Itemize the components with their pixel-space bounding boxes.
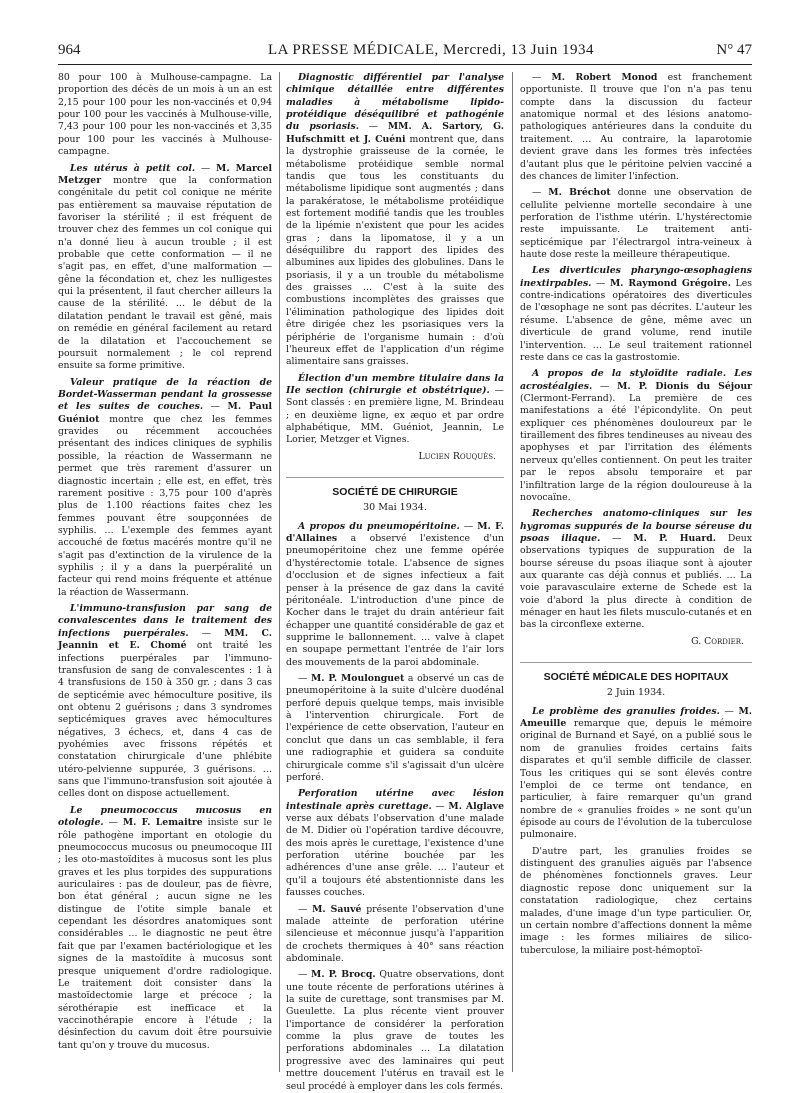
article-text: montre que la conformation congénitale du petit col conique ne mérite pas entièrement sa mauvaise réputation de favoriser la stérilité ; il est fréquent de trouver chez des femmes un col conique qui n'a donné lieu à aucun trouble ; il est probable que cette conformation — il ne s'agit pas, en effet, d'une malformation — gêne la fécondation et, chez les nulligestes qui la présentent, il faut chercher ailleurs la cause de la stérilité. … le début de la dilatation pendant le travail est gêné, mais on remédie en général facilement au retard de la dilatation et l'accouchement se poursuit normalement ; le col reprend ensuite sa forme primitive. [58, 174, 272, 372]
signature: G. Cordier. [691, 635, 744, 647]
page-number: 964 [58, 42, 81, 58]
article-author: M. F. Lemaitre [122, 817, 203, 829]
article-author: M. P. Dionis du Séjour [617, 380, 752, 392]
article-text: Sont classés : en première ligne, M. Brindeau ; en deuxième ligne, ex æquo et par ordre alphabétique, MM. Guéniot, Jeannin, Le Lorier, Metzger et Vignes. [286, 397, 504, 446]
article-text: (Clermont-Ferrand). La première de ces manifestations a été l'épicondylite. On peut expliquer ces phénomènes douloureux par le tiraillement des fibres tendineuses au niveau des apophyses et par l'irritation des éléments nerveux qu'elles contiennent. On peut les traiter par le repos absolu temporaire et par l'infiltration large de la région douloureuse à la novocaïne. [520, 392, 752, 503]
article-title: Les diverticules pharyngo-œsophagiens inextirpables. [520, 265, 752, 289]
journal-title: LA PRESSE MÉDICALE, Mercredi, 13 Juin 1934 [268, 42, 594, 58]
section-date: 30 Mai 1934. [363, 502, 427, 514]
article: Les diverticules pharyngo-œsophagiens inextirpables. — M. Raymond Grégoire. Les contre-indications opératoires des diverticules de l'œsophage ne sont pas décrites. L'auteur les résume. L'absence de gêne, même avec un diverticule de grand volume, rend inutile l'intervention. … Le seul traitement rationnel reste dans ce cas la gastrostomie. [520, 265, 752, 363]
article-text: montrent que, dans la dystrophie graisseuse de la cornée, le métabolisme protéidique semble normal tandis que tous les constituants du métabolisme lipidique sont augmentés ; dans la parakératose, le métabolisme protéidique est fortement modifié tandis que les troubles de la lipémie n'existent que pour les acides gras ; dans la lipomatose, il y a un déséquilibre du rapport des lipides des albumines aux lipides des globulines. Dans le psoriasis, il y a un trouble du métabolisme des graisses … C'est à la suite des combustions incomplètes des graisses que l'élimination pathologique des lipides doit être dirigée chez les psoriasiques vers la périphérie de l'organisme humain : d'où l'heureux effet de l'application d'un régime alimentaire sans graisses. [286, 133, 504, 368]
article-text: montre que chez les femmes gravides ou récemment accouchées présentant des indices cliniques de syphilis possible, la réaction de Wassermann ne permet que très rarement d'assurer un diagnostic incertain ; elle est, en effet, très rarement positive : 3,75 pour 100 d'après plus de 1.100 réactions faites chez les femmes pouvant être soupçonnées de syphilis. … L'exemple des femmes ayant accouché de fœtus macérés montre qu'il ne s'agit pas d'extinction de la virulence de la syphilis ; il y a dans la puerpéralité un facteur qui rend moins fréquente et atténue la réaction de Wassermann. [58, 413, 272, 598]
section-heading: SOCIÉTÉ MÉDICALE DES HOPITAUX [520, 662, 752, 685]
article: Recherches anatomo-cliniques sur les hygromas suppurés de la bourse séreuse du psoas iliaque. — M. P. Huard. Deux observations typiques de suppuration de la bourse séreuse du psoas iliaque sont à ajouter aux quarante cas déjà connus et publiés. … La voie paravasculaire externe de Schede est la voie d'abord la plus directe à condition de ménager en haut les filets musculo-cutanés et en bas la circonflexe externe. [520, 508, 752, 631]
column-3 [520, 72, 752, 1072]
article-title: Les utérus à petit col. [70, 162, 196, 174]
article-title: A propos de la styloïdite radiale. Les acrostéalgies. [520, 368, 752, 392]
section-heading: SOCIÉTÉ DE CHIRURGIE [286, 477, 504, 500]
article-author: M. F. d'Allaines [286, 520, 504, 545]
article: — M. Sauvé présente l'observation d'une malade atteinte de perforation utérine silencieuse et méconnue jusqu'à l'apparition de crochets thermiques à 40° sans réaction abdominale. [286, 903, 504, 964]
article: — M. P. Brocq. Quatre observations, dont une toute récente de perforations utérines à la suite de curettage, sont transmises par M. Gueulette. La plus récente vient prouver l'importance de considérer la perforation comme la plus grave de toutes les perforations abdominales … La dilatation progressive avec des laminaires qui peut mettre doucement l'utérus en travail est le seul procédé à employer dans les cols fermés. [286, 969, 504, 1092]
article-title: A propos du pneumopéritoine. [298, 520, 460, 532]
article-text: a observé l'existence d'un pneumopéritoine chez une femme opérée d'hystérectomie totale. L'absence de signes d'occlusion et de signes infectieux a fait penser à la présence de gaz dans la cavité péritonéale. L'introduction d'une pince de Kocher dans le trajet du drain antérieur fait échapper une quantité considérable de gaz et supprime le ballonnement. … valve à clapet en soupape permettant l'entrée de l'air lors des mouvements de la paroi abdominale. [286, 533, 504, 668]
article: — M. Bréchot donne une observation de cellulite pelvienne mortelle secondaire à une perforation de l'isthme utérin. L'hystérectomie reste impuissante. Le traitement anti-septicémique par l'électrargol intra-veineux à haute dose reste la meilleure thérapeutique. [520, 187, 752, 261]
article: A propos de la styloïdite radiale. Les acrostéalgies. — M. P. Dionis du Séjour (Clermont-Ferrand). La première de ces manifestations a été l'épicondylite. On peut expliquer ces phénomènes douloureux par le tiraillement des fibres tendineuses au niveau des apophyses et par l'irritation des éléments nerveux qu'elles contiennent. On peut les traiter par le repos absolu temporaire et par l'infiltration large de la région douloureuse à la novocaïne. [520, 368, 752, 503]
article-text: ont traité les infections puerpérales par l'immuno-transfusion de sang de convalescentes : 1 à 4 transfusions de 150 à 350 gr. ; dans 3 cas de septicémie avec hémoculture positive, ils ont obtenu 2 guérisons ; dans 3 syndromes septicémiques graves avec hémocultures négatives, 3 échecs, et, dans 4 cas de pyohémies avec frissons répétés et constatation chirurgicale d'une phlébite utéro-pelvienne suppurée, 3 guérisons. … sans que l'immuno-transfusion soit ajoutée à celles dont on dispose actuellement. [58, 640, 272, 800]
article: Élection d'un membre titulaire dans la IIe section (chirurgie et obstétrique). — Sont classés : en première ligne, M. Brindeau ; en deuxième ligne, ex æquo et par ordre alphabétique, MM. Guéniot, Jeannin, Le Lorier, Metzger et Vignes. [286, 372, 504, 446]
article: Les utérus à petit col. — M. Marcel Metzger montre que la conformation congénitale du petit col conique ne mérite pas entièrement sa mauvaise réputation de favoriser la stérilité ; il est fréquent de trouver chez des femmes un col conique qui n'a donné lieu à aucun trouble ; il est probable que cette conformation — il ne s'agit pas, en effet, d'une malformation — gêne la fécondation et, chez les nulligestes qui la présentent, il faut chercher ailleurs la cause de la stérilité. … le début de la dilatation pendant le travail est gêné, mais on remédie en général facilement au retard de la dilatation et l'accouchement se poursuit normalement ; le col reprend ensuite sa forme primitive. [58, 162, 272, 372]
article-author: M. Paul Guéniot [58, 401, 272, 425]
issue-number: N° 47 [716, 42, 752, 58]
article-author: M. Bréchot [548, 187, 611, 199]
article: Diagnostic différentiel par l'analyse chimique détaillée entre différentes maladies à métabolisme lipido-protéidique déséquilibré et pathogénie du psoriasis. — MM. A. Sartory, G. Hufschmitt et J. Cuéni montrent que, dans la dystrophie graisseuse de la cornée, le métabolisme protéidique semble normal tandis que tous les constituants du métabolisme lipidique sont augmentés ; dans la parakératose, le métabolisme protéidique est fortement modifié tandis que les troubles de la lipémie n'existent que pour les acides gras ; dans la lipomatose, il y a un déséquilibre du rapport des lipides des albumines aux lipides des globulines. Dans le psoriasis, il y a un trouble du métabolisme des graisses … C'est à la suite des combustions incomplètes des graisses que l'élimination pathologique des lipides doit être dirigée chez les psoriasiques vers la périphérie de l'organisme humain : d'où l'heureux effet de l'application d'un régime alimentaire sans graisses. [286, 72, 504, 368]
article: Le problème des granulies froides. — M. Ameuille remarque que, depuis le mémoire original de Burnand et Sayé, on a publié sous le nom de granulies froides certains faits disparates et qu'il semble difficile de classer. Tous les critiques qui se sont élevés contre l'emploi de ce terme ont tendance, en particulier, à faire remarquer qu'un grand nombre de « granulies froides » ne sont qu'un épisode au cours de l'évolution de la tuberculose pulmonaire. [520, 705, 752, 841]
article-author: M. Sauvé [312, 903, 362, 915]
article-author: M. Alglave [448, 800, 504, 812]
article-author: MM. C. Jeannin et E. Chomé [58, 627, 272, 652]
article-title: L'immuno-transfusion par sang de convalescentes dans le traitement des infections puerpérales. [58, 603, 272, 639]
article-text: Quatre observations, dont une toute récente de perforations utérines à la suite de curettage, sont transmises par M. Gueulette. La plus récente vient prouver l'importance de considérer la perforation comme la plus grave de toutes les perforations abdominales … La dilatation progressive avec des laminaires qui peut mettre doucement l'utérus en travail est le seul procédé à employer dans les cols fermés. [286, 969, 504, 1092]
article-text: donne une observation de cellulite pelvienne mortelle secondaire à une perforation de l'isthme utérin. L'hystérectomie reste impuissante. Le traitement anti-septicémique par l'électrargol intra-veineux à haute dose reste la meilleure thérapeutique. [520, 187, 752, 261]
column-divider [512, 72, 513, 1072]
article: — M. P. Moulonguet a observé un cas de pneumopéritoine à la suite d'ulcère duodénal perforé depuis quelque temps, mais invisible à l'intervention chirurgicale. Fort de l'expérience de cette observation, l'auteur en conclut que dans un cas semblable, il fera une radiographie et guidera sa conduite chirurgicale comme s'il s'agissait d'un ulcère perforé. [286, 673, 504, 783]
article-text: Les contre-indications opératoires des diverticules de l'œsophage ne sont pas décrites. L'auteur les résume. L'absence de gêne, même avec un diverticule de grand volume, rend inutile l'intervention. … Le seul traitement rationnel reste dans ce cas la gastrostomie. [520, 277, 752, 363]
signature: Lucien Rouquès. [418, 450, 496, 462]
paragraph: D'autre part, les granulies froides se distinguent des granulies aiguës par l'absence de phénomènes fonctionnels graves. Leur diagnostic repose donc uniquement sur la constatation radiologique, chez certains malades, d'une image d'un type particulier. Or, un certain nombre d'affections donnent la même image : les formes miliaires de silico-tuberculose, la miliaire post-hémoptoï- [520, 845, 752, 956]
article-author: M. P. Brocq. [311, 969, 376, 981]
article: — M. Robert Monod est franchement opportuniste. Il trouve que l'on n'a pas tenu compte dans la discussion du facteur anatomique normal et des lésions anatomo-pathologiques antérieures dans la conduite du traitement. … Au contraire, la laparotomie devient grave dans les formes très infectées d'autant plus que le péritoine pelvien vacciné a des chances de limiter l'infection. [520, 72, 752, 182]
article-title: Élection d'un membre titulaire dans la IIe section (chirurgie et obstétrique). [286, 372, 504, 396]
article-author: M. P. Huard. [633, 532, 716, 544]
column-1 [58, 72, 272, 1072]
article-title: Perforation utérine avec lésion intestinale après curettage. [286, 788, 504, 812]
article-text: a observé un cas de pneumopéritoine à la suite d'ulcère duodénal perforé depuis quelque temps, mais invisible à l'intervention chirurgicale. Fort de l'expérience de cette observation, l'auteur en conclut que dans un cas semblable, il fera une radiographie et guidera sa conduite chirurgicale comme s'il s'agissait d'un ulcère perforé. [286, 673, 504, 783]
article-author: M. Marcel Metzger [58, 162, 272, 186]
article-text: Deux observations typiques de suppuration de la bourse séreuse du psoas iliaque sont à ajouter aux quarante cas déjà connus et publiés. … La voie paravasculaire externe de Schede est la voie d'abord la plus directe à condition de ménager en haut les filets musculo-cutanés et en bas la circonflexe externe. [520, 532, 752, 631]
page-header [58, 40, 752, 65]
article-text: verse aux débats l'observation d'une malade de M. Didier où l'opération tardive découvre, des mois après le curettage, l'existence d'une perforation utérine bouchée par les adhérences d'une anse grêle. … l'auteur et qu'il a toujours été abstentionniste dans les fausses couches. [286, 812, 504, 899]
article: Valeur pratique de la réaction de Bordet-Wasserman pendant la grossesse et les suites de couches. — M. Paul Guéniot montre que chez les femmes gravides ou récemment accouchées présentant des indices cliniques de syphilis possible, la réaction de Wassermann ne permet que très rarement d'assurer un diagnostic incertain ; elle est, en effet, très rarement positive : 3,75 pour 100 d'après plus de 1.100 réactions faites chez les femmes pouvant être soupçonnées de syphilis. … L'exemple des femmes ayant accouché de fœtus macérés montre qu'il ne s'agit pas d'extinction de la virulence de la syphilis ; il y a dans la puerpéralité un facteur qui rend moins fréquente et atténue la réaction de Wassermann. [58, 376, 272, 598]
article-title: Le pneumococcus mucosus en otologie. [58, 804, 272, 829]
column-divider [279, 72, 280, 1072]
article-author: M. Robert Monod [551, 72, 658, 83]
article-author: MM. A. Sartory, G. Hufschmitt et J. Cuéni [286, 121, 504, 145]
article: Perforation utérine avec lésion intestinale après curettage. — M. Alglave verse aux débats l'observation d'une malade de M. Didier où l'opération tardive découvre, des mois après le curettage, l'existence d'une perforation utérine bouchée par les adhérences d'une anse grêle. … l'auteur et qu'il a toujours été abstentionniste dans les fausses couches. [286, 788, 504, 899]
article: A propos du pneumopéritoine. — M. F. d'Allaines a observé l'existence d'un pneumopéritoine chez une femme opérée d'hystérectomie totale. L'absence de signes d'occlusion et de signes infectieux a fait penser à la présence de gaz dans la cavité péritonéale. L'introduction d'une pince de Kocher dans le trajet du drain antérieur fait échapper une quantité considérable de gaz et supprime le ballonnement. … valve à clapet en soupape permettant l'entrée de l'air lors des mouvements de la paroi abdominale. [286, 520, 504, 668]
paragraph: 80 pour 100 à Mulhouse-campagne. La proportion des décès de un mois à un an est 2,15 pour 100 pour les non-vaccinés et 0,94 pour 100 pour les vaccinés à Mulhouse-ville, 7,43 pour 100 pour les non-vaccinés et 3,35 pour 100 pour les vaccinés à Mulhouse-campagne. [58, 72, 272, 158]
column-2 [286, 72, 504, 1092]
article: L'immuno-transfusion par sang de convalescentes dans le traitement des infections puerpérales. — MM. C. Jeannin et E. Chomé ont traité les infections puerpérales par l'immuno-transfusion de sang de convalescentes : 1 à 4 transfusions de 150 à 350 gr. ; dans 3 cas de septicémie avec hémoculture positive, ils ont obtenu 2 guérisons ; dans 3 syndromes septicémiques graves avec hémocultures négatives, 3 échecs, et, dans 4 cas de pyohémies avec frissons répétés et constatation chirurgicale d'une phlébite utéro-pelvienne suppurée, 3 guérisons. … sans que l'immuno-transfusion soit ajoutée à celles dont on dispose actuellement. [58, 603, 272, 800]
article-title: Recherches anatomo-cliniques sur les hygromas suppurés de la bourse séreuse du psoas iliaque. [520, 508, 752, 544]
article-text: remarque que, depuis le mémoire original de Burnand et Sayé, on a publié sous le nom de granulies froides certains faits disparates et qu'il semble difficile de classer. Tous les critiques qui se sont élevés contre l'emploi de ce terme ont tendance, en particulier, à faire remarquer qu'un grand nombre de « granulies froides » ne sont qu'un épisode au cours de l'évolution de la tuberculose pulmonaire. [520, 718, 752, 841]
article-title: Diagnostic différentiel par l'analyse chimique détaillée entre différentes maladies à métabolisme lipido-protéidique déséquilibré et pathogénie du psoriasis. [286, 72, 504, 133]
article-text: est franchement opportuniste. Il trouve que l'on n'a pas tenu compte dans la discussion du facteur anatomique normal et des lésions anatomo-pathologiques antérieures dans la conduite du traitement. … Au contraire, la laparotomie devient grave dans les formes très infectées d'autant plus que le péritoine pelvien vacciné a des chances de limiter l'infection. [520, 72, 752, 182]
section-date: 2 Juin 1934. [606, 687, 666, 699]
article: Le pneumococcus mucosus en otologie. — M. F. Lemaitre insiste sur le rôle pathogène important en otologie du pneumococcus mucosus ou pneumocoque III ; les oto-mastoïdites à mucosus sont les plus graves et les plus torpides des suppurations auriculaires : pas de douleur, pas de fièvre, bon état général ; aucun signe ne les distingue de l'otite simple banale et cependant les désordres anatomiques sont considérables … le diagnostic ne peut être fait que par l'examen bactériologique et les signes de la mastoïdite à mucosus sont presque uniquement d'ordre radiologique. Le traitement doit consister dans la mastoïdectomie large et précoce ; la sérothérapie est inefficace et la vaccinothérapie encore à l'étude ; la désinfection du cavum doit être poursuivie tant qu'on y trouve du mucosus. [58, 804, 272, 1051]
article-author: M. Raymond Grégoire. [609, 277, 731, 289]
article-title: Le problème des granulies froides. [532, 705, 720, 717]
article-author: M. Ameuille [520, 705, 752, 730]
article-text: présente l'observation d'une malade atteinte de perforation utérine silencieuse et méconnue jusqu'à l'apparition de crochets thermiques à 40° sans réaction abdominale. [286, 903, 504, 964]
article-author: M. P. Moulonguet [310, 673, 405, 685]
article-text: insiste sur le rôle pathogène important en otologie du pneumococcus mucosus ou pneumocoque III ; les oto-mastoïdites à mucosus sont les plus graves et les plus torpides des suppurations auriculaires : pas de douleur, pas de fièvre, bon état général ; aucun signe ne les distingue de l'otite simple banale et cependant les désordres anatomiques sont considérables … le diagnostic ne peut être fait que par l'examen bactériologique et les signes de la mastoïdite à mucosus sont presque uniquement d'ordre radiologique. Le traitement doit consister dans la mastoïdectomie large et précoce ; la sérothérapie est inefficace et la vaccinothérapie encore à l'étude ; la désinfection du cavum doit être poursuivie tant qu'on y trouve du mucosus. [58, 817, 272, 1051]
article-title: Valeur pratique de la réaction de Bordet-Wasserman pendant la grossesse et les suites de couches. [58, 376, 272, 413]
